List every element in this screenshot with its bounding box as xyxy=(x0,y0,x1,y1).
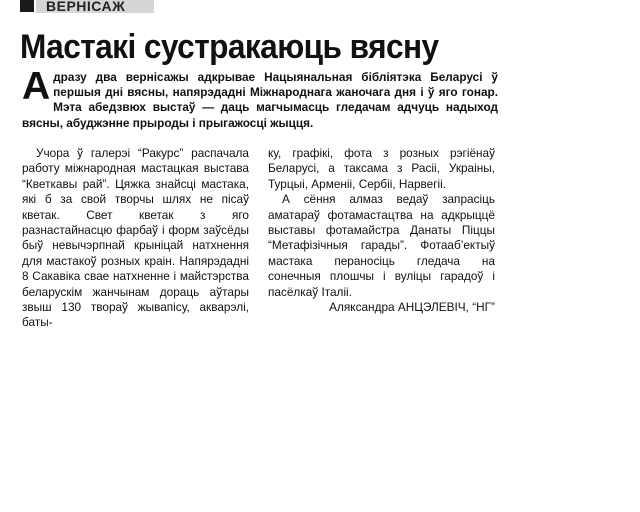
article-column-1 xyxy=(22,146,249,331)
article-column-2 xyxy=(268,146,495,315)
rubric-marker xyxy=(20,0,34,12)
column-1-paragraph: Учора ў галерэі “Ракурс” распачала работу міжнародная мастацкая выстава “Кветкавы рай”. Цяжка знайсці мастака, які б за свой творчы шлях не пісаў кветак. Свет кветак з яго разнастайнасцю фарбаў і форм заўсёды быў невычэрпнай крыніцай натхнення для мастакоў розных краін. Напярэдадні 8 Сакавіка свае натхненне і майстэрства беларускім жанчынам дораць аўтары звыш 130 твораў жывапісу, акварэлі, баты- xyxy=(22,146,249,330)
drop-cap: А xyxy=(22,65,51,108)
lead-text: дразу два вернісажы адкрывае Нацыянальная бібліятэка Беларусі ў першыя дні вясны, напярэдадні Міжнароднага жаночага дня і ў яго гонар. Мэта абедзвюх выстаў — даць магчымасць гледачам адчуць надыход вясны, абуджэнне прыроды і прыгажосці жыцця. xyxy=(22,70,498,130)
article-headline: Мастакі сустракаюць вясну xyxy=(20,28,439,66)
column-2-paragraph-2: А сёння алмаз ведаў запрасіць аматараў фотамастацтва на адкрыццё выставы фотамайстра Данаты Піццы “Метафізічныя гарады”. Фотааб’ектыў мастака пераносіць гледача на сонечныя плошчы і вуліцы гарадоў і пасёлкаў Італіі. xyxy=(268,192,495,299)
article-lead xyxy=(22,65,498,131)
author-signature: Аляксандра АНЦЭЛЕВІЧ, “НГ” xyxy=(329,300,495,315)
rubric-label: ВЕРНІСАЖ xyxy=(46,0,126,14)
column-2-paragraph-1: ку, графікі, фота з розных рэгіёнаў Беларусі, а таксама з Расіі, Украіны, Турцыі, Арменіі, Сербіі, Нарвегіі. xyxy=(268,146,495,191)
